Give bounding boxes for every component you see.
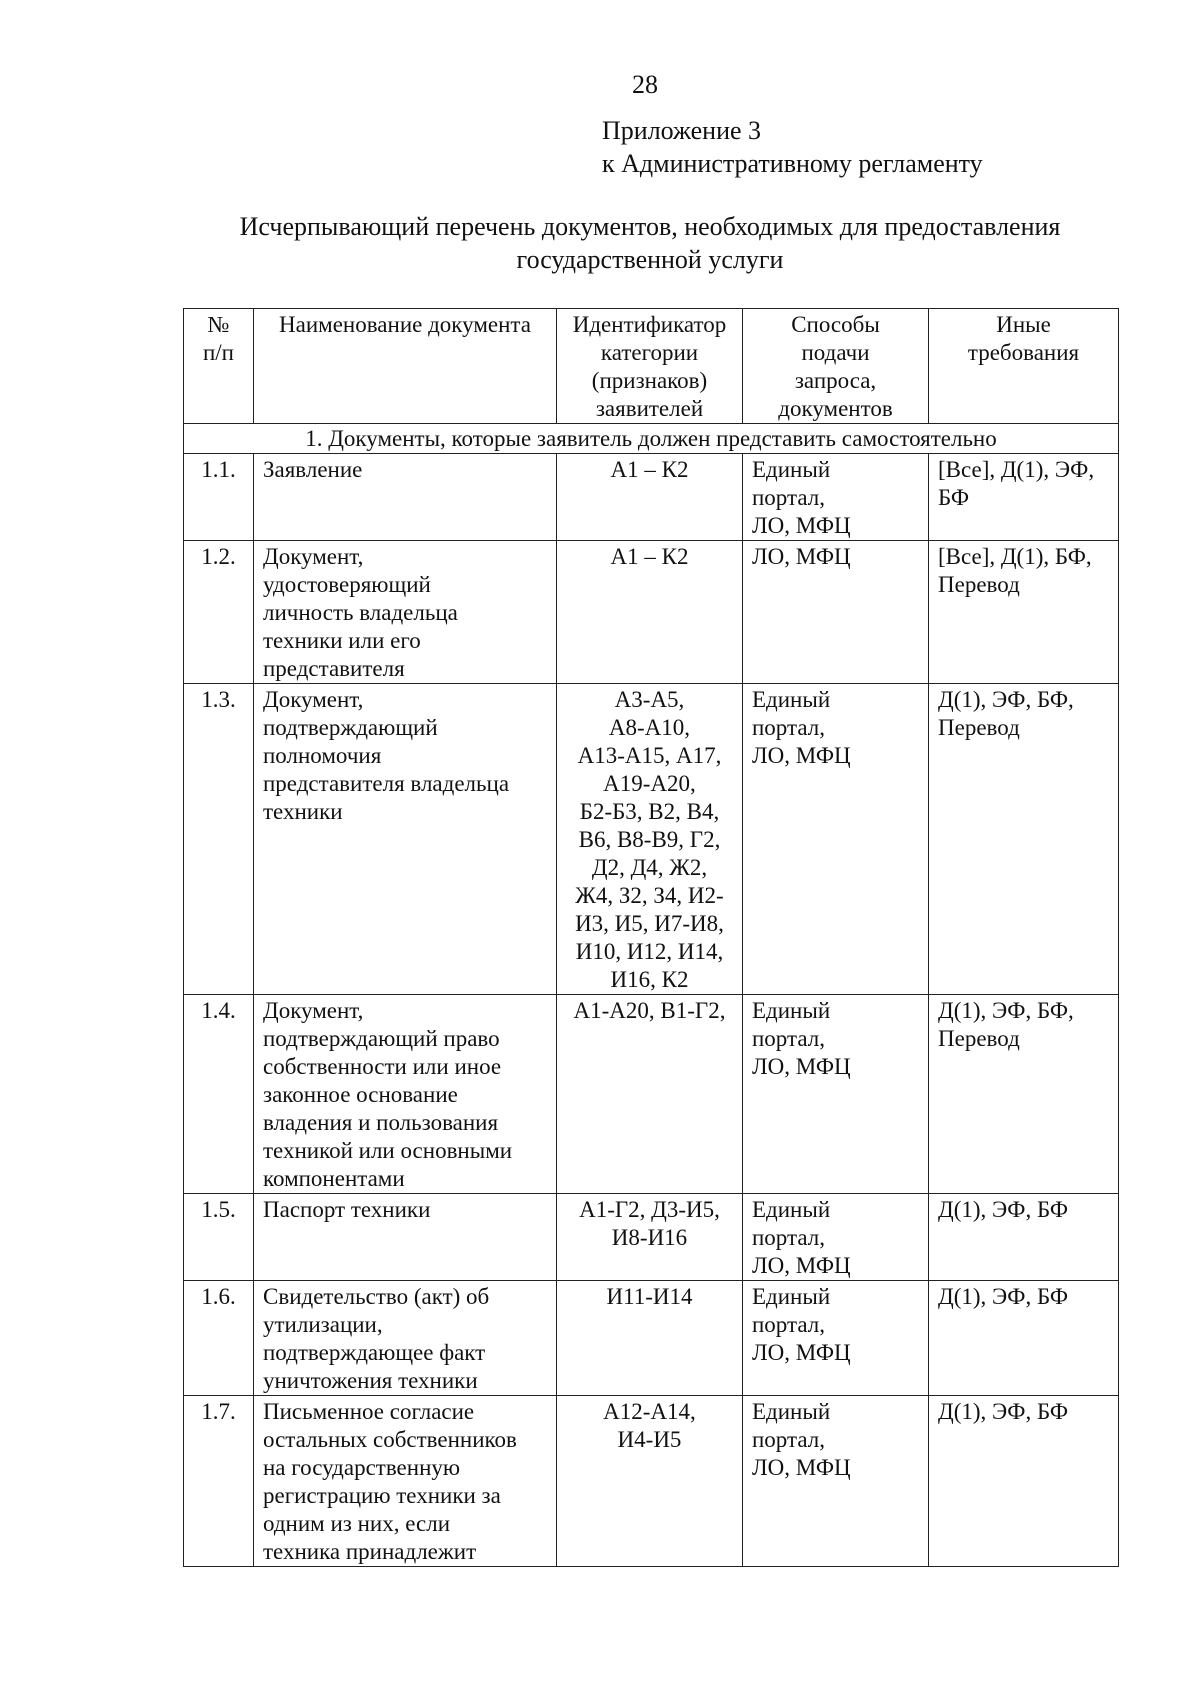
row-document-name (254, 684, 557, 995)
cell-line: подтверждающий (263, 715, 438, 740)
cell-line: Д(1), ЭФ, БФ, (938, 687, 1074, 712)
cell-line: личность владельца (263, 600, 458, 625)
row-document-name (254, 1194, 557, 1281)
cell-line: ЛО, МФЦ (752, 743, 851, 768)
row-other-requirements (929, 454, 1119, 541)
cell-line: В6, В8-В9, Г2, (578, 827, 721, 852)
cell-line: портал, (752, 485, 825, 510)
cell-line: И8-И16 (611, 1225, 688, 1250)
header-line: заявителей (595, 396, 704, 421)
cell-line: БФ (938, 485, 970, 510)
cell-line: И16, К2 (610, 967, 689, 992)
table-row (184, 684, 1119, 995)
cell-line: ЛО, МФЦ (752, 1455, 851, 1480)
cell-line: компонентами (263, 1166, 405, 1191)
cell-line: техника принадлежит (263, 1539, 477, 1564)
row-applicant-id (557, 541, 743, 684)
header-other-requirements (929, 309, 1119, 424)
cell-line: техники или его (263, 628, 421, 653)
row-submission-methods (743, 454, 929, 541)
cell-line: [Все], Д(1), ЭФ, (938, 457, 1095, 482)
row-submission-methods (743, 1281, 929, 1396)
cell-line: А1 – К2 (610, 544, 689, 569)
table-row (184, 1194, 1119, 1281)
row-submission-methods (743, 1396, 929, 1567)
header-number (184, 309, 254, 424)
appendix-line: к Административному регламенту (602, 149, 983, 178)
row-document-name (254, 1396, 557, 1567)
cell-line: утилизации, (263, 1312, 383, 1337)
cell-line: портал, (752, 715, 825, 740)
cell-line: техники (263, 799, 343, 824)
cell-line: Документ, (263, 687, 364, 712)
cell-line: И10, И12, И14, (575, 939, 724, 964)
cell-line: А8-А10, (608, 715, 691, 740)
cell-line: [Все], Д(1), БФ, (938, 544, 1092, 569)
cell-line: подтверждающий право (263, 1026, 500, 1051)
cell-line: Заявление (263, 457, 363, 482)
page-number: 28 (632, 70, 658, 99)
cell-line: ЛО, МФЦ (752, 544, 851, 569)
cell-line: остальных собственников (263, 1427, 517, 1452)
header-line: Иные (996, 312, 1051, 337)
cell-line: полномочия (263, 743, 382, 768)
cell-line: И4-И5 (617, 1427, 682, 1452)
cell-line: Д(1), ЭФ, БФ (938, 1399, 1069, 1424)
cell-line: А1-Г2, Д3-И5, (579, 1197, 720, 1222)
cell-line: портал, (752, 1026, 825, 1051)
row-document-name (254, 1281, 557, 1396)
header-line: № (207, 312, 230, 337)
row-number: 1.5. (184, 1194, 254, 1281)
header-line: Наименование документа (279, 312, 531, 337)
cell-line: законное основание (263, 1082, 458, 1107)
section-row (184, 424, 1119, 454)
cell-line: техникой или основными (263, 1138, 513, 1163)
row-other-requirements (929, 1281, 1119, 1396)
table-row (184, 454, 1119, 541)
cell-line: Единый (752, 457, 831, 482)
cell-line: Единый (752, 998, 831, 1023)
cell-line: подтверждающее факт (263, 1340, 486, 1365)
appendix-line: Приложение 3 (602, 116, 762, 145)
appendix-note (602, 114, 983, 180)
cell-line: Документ, (263, 998, 364, 1023)
row-applicant-id (557, 1281, 743, 1396)
documents-table (183, 308, 1119, 1567)
row-document-name (254, 995, 557, 1194)
cell-line: А13-А15, А17, (577, 743, 722, 768)
cell-line: Единый (752, 1399, 831, 1424)
section-title: 1. Документы, которые заявитель должен представить самостоятельно (184, 424, 1119, 454)
cell-line: Единый (752, 1197, 831, 1222)
row-number: 1.3. (184, 684, 254, 995)
header-line: подачи (801, 340, 870, 365)
cell-line: А12-А14, (603, 1399, 696, 1424)
row-other-requirements (929, 541, 1119, 684)
header-line: документов (778, 396, 893, 421)
header-applicant-id (557, 309, 743, 424)
cell-line: Перевод (938, 572, 1020, 597)
header-line: Способы (791, 312, 880, 337)
header-line: п/п (202, 340, 234, 365)
cell-line: ЛО, МФЦ (752, 513, 851, 538)
row-applicant-id (557, 1194, 743, 1281)
row-number: 1.7. (184, 1396, 254, 1567)
table-row (184, 1281, 1119, 1396)
cell-line: Д2, Д4, Ж2, (591, 855, 708, 880)
cell-line: представителя (263, 656, 405, 681)
row-other-requirements (929, 1396, 1119, 1567)
header-line: Идентификатор (572, 312, 727, 337)
row-document-name (254, 541, 557, 684)
row-other-requirements (929, 684, 1119, 995)
document-title (180, 210, 1120, 276)
row-other-requirements (929, 995, 1119, 1194)
row-submission-methods (743, 541, 929, 684)
row-number: 1.2. (184, 541, 254, 684)
cell-line: Единый (752, 687, 831, 712)
header-line: требования (967, 340, 1080, 365)
cell-line: регистрацию техники за (263, 1483, 501, 1508)
cell-line: ЛО, МФЦ (752, 1253, 851, 1278)
cell-line: Документ, (263, 544, 364, 569)
row-applicant-id (557, 684, 743, 995)
cell-line: Перевод (938, 715, 1020, 740)
header-submission-methods (743, 309, 929, 424)
row-number: 1.6. (184, 1281, 254, 1396)
row-number: 1.4. (184, 995, 254, 1194)
row-other-requirements (929, 1194, 1119, 1281)
cell-line: владения и пользования (263, 1110, 499, 1135)
row-document-name (254, 454, 557, 541)
cell-line: Письменное согласие (263, 1399, 475, 1424)
cell-line: Д(1), ЭФ, БФ (938, 1284, 1069, 1309)
cell-line: портал, (752, 1225, 825, 1250)
row-applicant-id (557, 1396, 743, 1567)
cell-line: Паспорт техники (263, 1197, 431, 1222)
table-row (184, 541, 1119, 684)
cell-line: Б2-Б3, В2, В4, (579, 799, 720, 824)
cell-line: Д(1), ЭФ, БФ, (938, 998, 1074, 1023)
table-header-row (184, 309, 1119, 424)
row-submission-methods (743, 1194, 929, 1281)
table-row (184, 1396, 1119, 1567)
cell-line: удостоверяющий (263, 572, 431, 597)
cell-line: Д(1), ЭФ, БФ (938, 1197, 1069, 1222)
cell-line: И11-И14 (606, 1284, 693, 1309)
title-line: государственной услуги (516, 245, 784, 274)
cell-line: Ж4, З2, З4, И2- (575, 883, 724, 908)
row-submission-methods (743, 995, 929, 1194)
cell-line: И3, И5, И7-И8, (575, 911, 724, 936)
cell-line: представителя владельца (263, 771, 510, 796)
row-submission-methods (743, 684, 929, 995)
row-applicant-id (557, 454, 743, 541)
cell-line: А3-А5, (614, 687, 685, 712)
cell-line: Свидетельство (акт) об (263, 1284, 490, 1309)
cell-line: ЛО, МФЦ (752, 1054, 851, 1079)
cell-line: одним из них, если (263, 1511, 450, 1536)
title-line: Исчерпывающий перечень документов, необходимых для предоставления (239, 212, 1061, 241)
header-line: категории (600, 340, 699, 365)
cell-line: уничтожения техники (263, 1368, 478, 1393)
cell-line: портал, (752, 1312, 825, 1337)
cell-line: на государственную (263, 1455, 461, 1480)
cell-line: собственности или иное (263, 1054, 502, 1079)
header-document-name (254, 309, 557, 424)
cell-line: Единый (752, 1284, 831, 1309)
cell-line: портал, (752, 1427, 825, 1452)
cell-line: А1 – К2 (610, 457, 689, 482)
header-line: запроса, (794, 368, 877, 393)
cell-line: ЛО, МФЦ (752, 1340, 851, 1365)
header-line: (признаков) (591, 368, 708, 393)
row-number: 1.1. (184, 454, 254, 541)
cell-line: Перевод (938, 1026, 1020, 1051)
cell-line: А1-А20, В1-Г2, (573, 998, 726, 1023)
cell-line: А19-А20, (603, 771, 696, 796)
table-row (184, 995, 1119, 1194)
row-applicant-id (557, 995, 743, 1194)
